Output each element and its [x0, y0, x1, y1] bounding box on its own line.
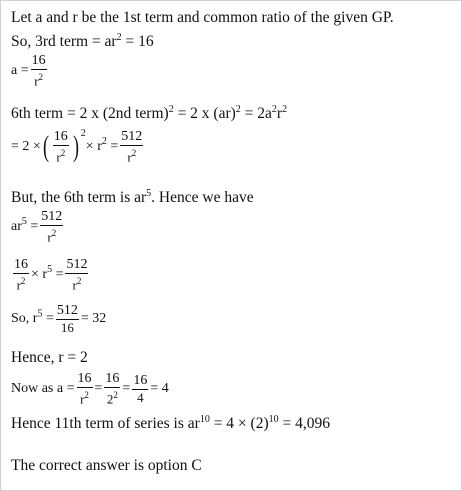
ar5-fraction: $\frac{512}{r^2}$: [41, 209, 63, 245]
right-paren: ): [72, 129, 79, 163]
third-term-exp: 2: [116, 31, 122, 43]
substitution-fraction: $\frac{16}{r^2}$: [53, 129, 68, 165]
eleventh-term-line: Hence 11th term of series is $ar^{10} = 4 \times (2)^{10} = 4,096$: [11, 413, 330, 432]
a-fraction-1: $\frac{16}{r^2}$: [77, 371, 92, 407]
third-term-line: [11, 33, 154, 51]
answer-line: The correct answer is option C: [11, 457, 202, 474]
r5-solution: So, $r^5$ = $\frac{512}{16}$ = 32: [11, 303, 107, 335]
third-term-value: = 16: [121, 33, 154, 50]
sixth-term-line: 6th term = 2 x (2nd term)$^2$ = 2 x $(ar)^2 = 2a^2r^2$: [11, 103, 288, 122]
sixth-term-as-ar5: But, the 6th term is $ar^5$. Hence we have: [11, 187, 254, 206]
substituted-equation: $\frac{16}{r^2}$ × $r^5$ = $\frac{512}{r^2}$: [14, 257, 88, 293]
a-value-line: Now as a = $\frac{16}{r^2}$ = $\frac{16}{2^2}$ = $\frac{16}{4}$ = 4: [11, 371, 169, 407]
a-fraction-3: $\frac{16}{4}$: [133, 372, 148, 405]
ar5-equation: $ar^5$ = $\frac{512}{r^2}$: [11, 209, 63, 245]
a-fraction-2: $\frac{16}{2^2}$: [105, 371, 120, 407]
r5-fraction: $\frac{512}{16}$: [56, 303, 78, 335]
a-lhs: a =: [11, 62, 29, 78]
third-term-text: So, 3rd term = ar: [11, 33, 117, 50]
a-expression-line: [11, 53, 49, 88]
a-fraction: [31, 53, 47, 88]
sixth-term-substitution: = 2 ×( $\frac{16}{r^2}$ ) $^2\times r^2$ = $\frac{512}{r^2}$: [11, 128, 143, 165]
left-paren: (: [42, 129, 49, 163]
a-numerator: 16: [31, 53, 46, 68]
result-fraction: $\frac{512}{r^2}$: [121, 129, 143, 165]
intro-line: Let a and r be the 1st term and common ratio of the given GP.: [11, 9, 394, 26]
left-fraction: $\frac{16}{r^2}$: [14, 257, 28, 293]
right-fraction: $\frac{512}{r^2}$: [66, 257, 88, 293]
a-denominator: $r^2$: [34, 72, 44, 89]
r-value-line: Hence, r = 2: [11, 349, 88, 366]
